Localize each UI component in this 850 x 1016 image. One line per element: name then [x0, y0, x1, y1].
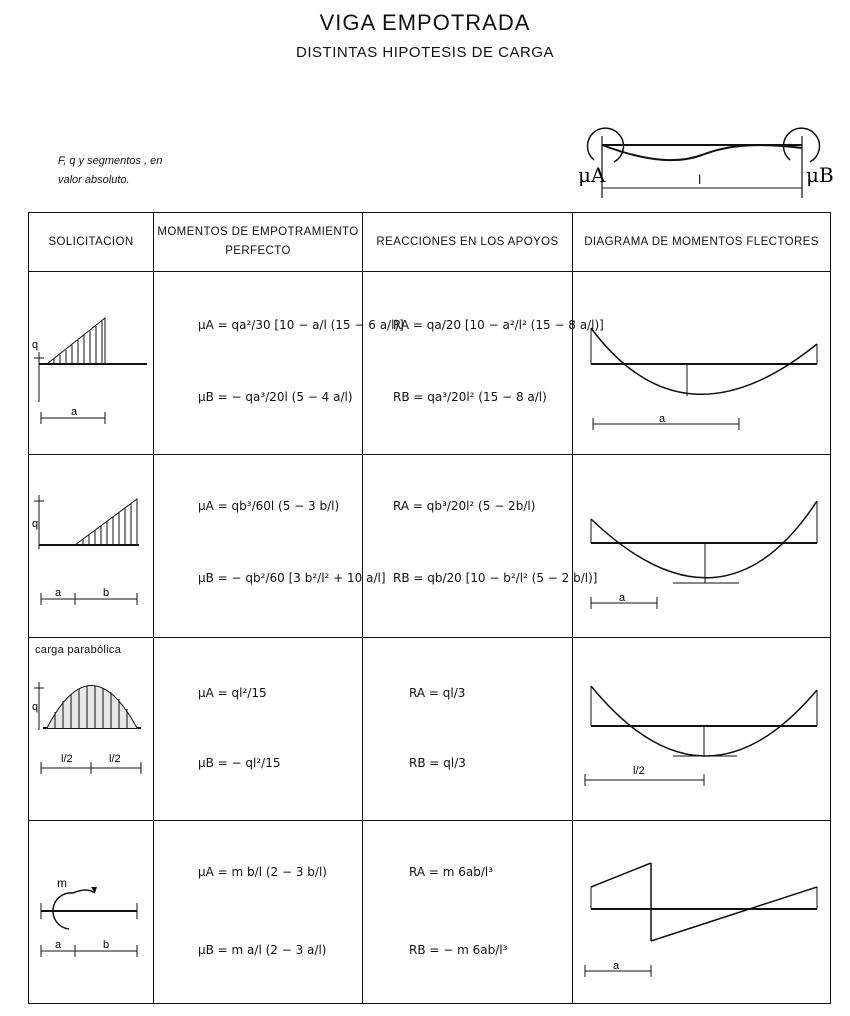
mu-a-formula: μA = qb³/60l (5 − 3 b/l)	[198, 499, 340, 513]
m-label: m	[57, 876, 67, 890]
q-label: q	[32, 339, 39, 351]
diagram-dim-label: l/2	[633, 765, 645, 777]
moment-diagram	[573, 272, 831, 453]
page-title: VIGA EMPOTRADA	[319, 10, 531, 35]
page-subtitle: DISTINTAS HIPOTESIS DE CARGA	[296, 44, 554, 61]
dim-b-label: b	[103, 939, 110, 951]
mu-b-formula: μB = m a/l (2 − 3 a/l)	[198, 943, 327, 957]
triangular-load-figure	[29, 272, 154, 453]
dim-l2-right-label: l/2	[109, 753, 121, 765]
moment-diagram	[573, 455, 831, 636]
mu-b-formula: μB = − qb²/60 [3 b²/l² + 10 a/l]	[198, 571, 386, 585]
r-b-formula: RB = ql/3	[409, 756, 466, 770]
r-a-formula: RA = qa/20 [10 − a²/l² (15 − 8 a/l)]	[393, 318, 604, 332]
r-a-formula: RA = m 6ab/l³	[409, 865, 494, 879]
diagram-dim-label: a	[613, 960, 620, 972]
mu-a-formula: μA = qa²/30 [10 − a/l (15 − 6 a/l)]	[198, 318, 404, 332]
moment-diagram	[573, 638, 831, 819]
row-caption: carga parabólica	[35, 644, 122, 656]
dim-a-label: a	[71, 406, 78, 418]
load-cases-table	[28, 212, 831, 1004]
diagram-dim-label: a	[659, 413, 666, 425]
col-header-solicitacion: SOLICITACION	[29, 213, 154, 272]
units-note-line-2: valor absoluto.	[58, 174, 130, 186]
span-label: l	[698, 173, 702, 187]
r-a-formula: RA = ql/3	[409, 686, 466, 700]
parabolic-load-figure	[29, 638, 154, 819]
mu-a-formula: μA = ql²/15	[198, 686, 267, 700]
mu-a-label: μA	[578, 163, 606, 187]
point-moment-figure	[29, 821, 154, 1002]
table-row	[29, 272, 831, 455]
dim-a-label: a	[55, 587, 62, 599]
r-b-formula: RB = qa³/20l² (15 − 8 a/l)	[393, 390, 547, 404]
units-note-line-1: F, q y segmentos , en	[58, 155, 163, 167]
r-a-formula: RA = qb³/20l² (5 − 2b/l)	[393, 499, 536, 513]
mu-b-formula: μB = − ql²/15	[198, 756, 281, 770]
diagram-dim-label: a	[619, 592, 626, 604]
col-header-reacciones: REACCIONES EN LOS APOYOS	[363, 213, 573, 272]
table-row	[29, 455, 831, 638]
table-row	[29, 821, 831, 1004]
r-b-formula: RB = qb/20 [10 − b²/l² (5 − 2 b/l)]	[393, 571, 598, 585]
mu-b-label: μB	[806, 163, 834, 187]
r-b-formula: RB = − m 6ab/l³	[409, 943, 508, 957]
q-label: q	[32, 701, 39, 713]
q-label: q	[32, 518, 39, 530]
table-header-row	[29, 213, 831, 272]
col-header-diagrama: DIAGRAMA DE MOMENTOS FLECTORES	[573, 213, 831, 272]
table-row	[29, 638, 831, 821]
dim-l2-left-label: l/2	[61, 753, 73, 765]
mu-a-formula: μA = m b/l (2 − 3 b/l)	[198, 865, 327, 879]
moment-diagram	[573, 821, 831, 1002]
units-note	[58, 152, 162, 190]
fixed-beam-figure	[570, 118, 840, 208]
partial-triangular-load-figure	[29, 455, 154, 636]
mu-b-formula: μB = − qa³/20l (5 − 4 a/l)	[198, 390, 353, 404]
col-header-momentos: MOMENTOS DE EMPOTRAMIENTO PERFECTO	[154, 213, 363, 272]
dim-b-label: b	[103, 587, 110, 599]
dim-a-label: a	[55, 939, 62, 951]
